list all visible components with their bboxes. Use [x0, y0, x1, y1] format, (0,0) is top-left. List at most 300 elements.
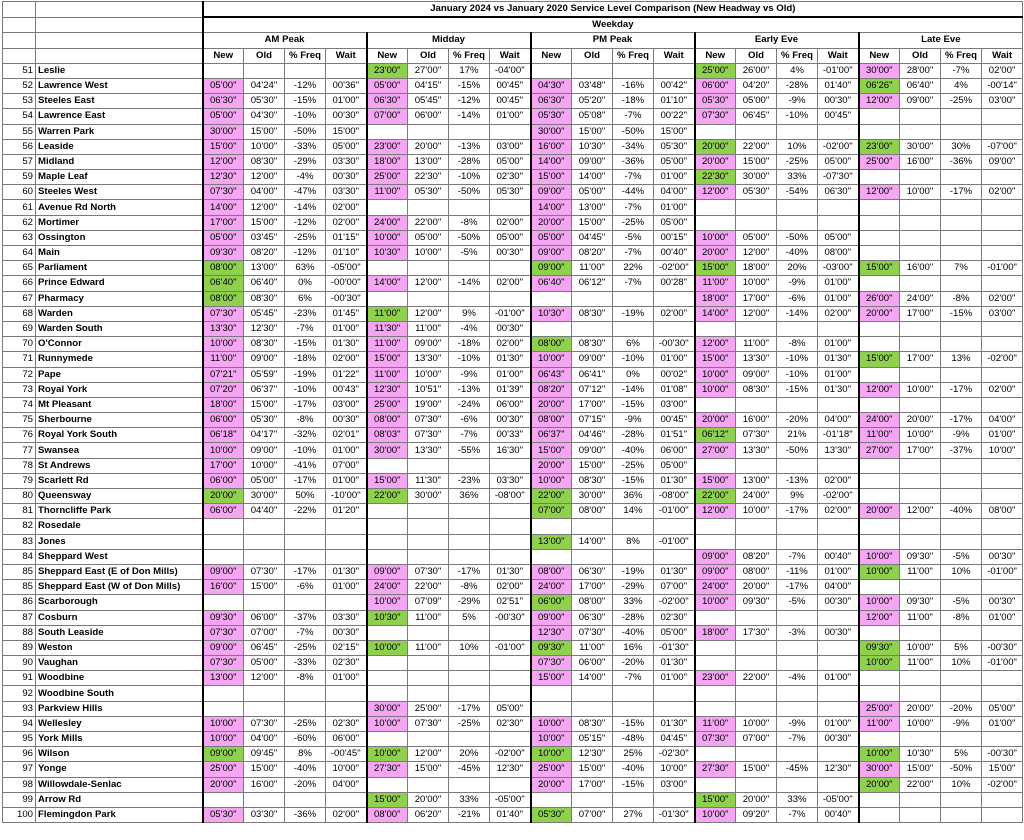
wait-change-cell: 00'30"	[982, 549, 1023, 564]
new-headway-cell: 17'00"	[203, 458, 244, 473]
old-headway-cell: 07'09"	[408, 595, 449, 610]
wait-change-cell	[982, 170, 1023, 185]
new-headway-cell: 10'00"	[695, 382, 736, 397]
column-header: Old	[736, 48, 777, 63]
old-headway-cell: 10'00"	[244, 458, 285, 473]
wait-change-cell: 05'00"	[654, 458, 695, 473]
route-number: 57	[3, 154, 36, 169]
new-headway-cell: 11'00"	[859, 428, 900, 443]
new-headway-cell: 08'00"	[531, 413, 572, 428]
old-headway-cell: 03'48"	[572, 78, 613, 93]
freq-change-cell: -10%	[613, 352, 654, 367]
freq-change-cell: 10%	[777, 139, 818, 154]
wait-change-cell	[982, 458, 1023, 473]
old-headway-cell: 17'00"	[572, 777, 613, 792]
new-headway-cell: 07'30"	[203, 656, 244, 671]
wait-change-cell: 00'36"	[326, 78, 367, 93]
new-headway-cell: 07'30"	[531, 656, 572, 671]
new-headway-cell: 06'30"	[367, 94, 408, 109]
freq-change-cell	[941, 473, 982, 488]
new-headway-cell	[859, 686, 900, 701]
freq-change-cell	[941, 732, 982, 747]
old-headway-cell: 14'00"	[572, 671, 613, 686]
freq-change-cell: 25%	[613, 747, 654, 762]
new-headway-cell: 20'00"	[203, 777, 244, 792]
old-headway-cell	[900, 792, 941, 807]
old-headway-cell	[900, 732, 941, 747]
new-headway-cell: 09'00"	[531, 610, 572, 625]
wait-change-cell	[490, 124, 531, 139]
old-headway-cell: 12'00"	[244, 170, 285, 185]
freq-change-cell: -7%	[777, 807, 818, 822]
new-headway-cell: 15'00"	[695, 352, 736, 367]
route-number: 92	[3, 686, 36, 701]
wait-change-cell: 01'00"	[818, 367, 859, 382]
freq-change-cell: -17%	[941, 185, 982, 200]
route-name: Lawrence East	[36, 109, 203, 124]
wait-change-cell: -04'00"	[490, 63, 531, 78]
old-headway-cell: 13'30"	[736, 352, 777, 367]
route-number: 52	[3, 78, 36, 93]
freq-change-cell: -20%	[941, 701, 982, 716]
new-headway-cell: 08'00"	[367, 807, 408, 822]
wait-change-cell: 15'00"	[982, 762, 1023, 777]
freq-change-cell: -10%	[449, 170, 490, 185]
new-headway-cell: 06'40"	[203, 276, 244, 291]
wait-change-cell: 13'30"	[818, 443, 859, 458]
wait-change-cell: -01'00"	[654, 504, 695, 519]
wait-change-cell: 01'30"	[326, 337, 367, 352]
new-headway-cell: 12'00"	[859, 382, 900, 397]
wait-change-cell: 10'00"	[654, 762, 695, 777]
wait-change-cell: 02'00"	[490, 337, 531, 352]
old-headway-cell: 14'00"	[572, 170, 613, 185]
freq-change-cell: 10%	[941, 564, 982, 579]
new-headway-cell: 24'00"	[695, 580, 736, 595]
route-name: Cosburn	[36, 610, 203, 625]
wait-change-cell: -00'30"	[982, 747, 1023, 762]
new-headway-cell: 10'30"	[367, 610, 408, 625]
freq-change-cell: -14%	[449, 109, 490, 124]
old-headway-cell	[900, 458, 941, 473]
new-headway-cell	[531, 686, 572, 701]
new-headway-cell: 07'00"	[531, 504, 572, 519]
wait-change-cell	[982, 124, 1023, 139]
route-number: 75	[3, 413, 36, 428]
old-headway-cell: 08'30"	[244, 337, 285, 352]
wait-change-cell	[818, 610, 859, 625]
old-headway-cell: 15'00"	[244, 397, 285, 412]
wait-change-cell: -01'00"	[654, 534, 695, 549]
route-number: 61	[3, 200, 36, 215]
route-name: Mortimer	[36, 215, 203, 230]
old-headway-cell: 09'00"	[572, 352, 613, 367]
wait-change-cell: 02'00"	[326, 200, 367, 215]
new-headway-cell	[859, 534, 900, 549]
old-headway-cell	[736, 321, 777, 336]
wait-change-cell: 03'30"	[326, 154, 367, 169]
new-headway-cell: 12'00"	[859, 610, 900, 625]
old-headway-cell	[900, 473, 941, 488]
old-headway-cell: 15'00"	[244, 124, 285, 139]
wait-change-cell: 01'00"	[326, 473, 367, 488]
freq-change-cell: -12%	[285, 246, 326, 261]
old-headway-cell: 04'17"	[244, 428, 285, 443]
freq-change-cell	[285, 519, 326, 534]
wait-change-cell	[982, 246, 1023, 261]
route-name: St Andrews	[36, 458, 203, 473]
wait-change-cell: 01'00"	[818, 337, 859, 352]
freq-change-cell: -17%	[777, 504, 818, 519]
new-headway-cell: 07'21"	[203, 367, 244, 382]
sheet-title: January 2024 vs January 2020 Service Level Comparison (New Headway vs Old)	[203, 2, 1023, 18]
table-row	[3, 640, 1023, 655]
old-headway-cell: 13'00"	[572, 200, 613, 215]
old-headway-cell	[408, 686, 449, 701]
route-number: 63	[3, 230, 36, 245]
freq-change-cell	[285, 549, 326, 564]
freq-change-cell	[777, 534, 818, 549]
period-header: Early Eve	[695, 33, 859, 48]
freq-change-cell: -40%	[777, 246, 818, 261]
new-headway-cell: 13'00"	[531, 534, 572, 549]
wait-change-cell: 03'30"	[326, 185, 367, 200]
freq-change-cell	[777, 777, 818, 792]
route-name: Parliament	[36, 261, 203, 276]
route-number: 66	[3, 276, 36, 291]
new-headway-cell	[367, 625, 408, 640]
old-headway-cell: 15'00"	[572, 215, 613, 230]
freq-change-cell: -12%	[285, 78, 326, 93]
freq-change-cell: -20%	[285, 777, 326, 792]
freq-change-cell: 5%	[941, 640, 982, 655]
wait-change-cell: 01'08"	[654, 382, 695, 397]
freq-change-cell: -50%	[285, 124, 326, 139]
new-headway-cell: 07'00"	[367, 109, 408, 124]
old-headway-cell: 12'00"	[736, 246, 777, 261]
wait-change-cell	[982, 792, 1023, 807]
weekday-header: Weekday	[203, 17, 1023, 33]
freq-change-cell: -25%	[285, 716, 326, 731]
new-headway-cell	[859, 807, 900, 822]
wait-change-cell: -02'00"	[654, 261, 695, 276]
wait-change-cell: 01'30"	[490, 564, 531, 579]
route-number: 98	[3, 777, 36, 792]
new-headway-cell: 10'00"	[531, 732, 572, 747]
wait-change-cell: -00'30"	[326, 291, 367, 306]
route-number: 80	[3, 489, 36, 504]
new-headway-cell	[367, 200, 408, 215]
wait-change-cell	[326, 519, 367, 534]
wait-change-cell: 02'30"	[326, 716, 367, 731]
table-row	[3, 246, 1023, 261]
freq-change-cell: -15%	[449, 78, 490, 93]
old-headway-cell	[900, 625, 941, 640]
wait-change-cell: 04'00"	[818, 413, 859, 428]
new-headway-cell: 08'00"	[531, 564, 572, 579]
freq-change-cell: -14%	[449, 276, 490, 291]
new-headway-cell	[695, 656, 736, 671]
route-name: Main	[36, 246, 203, 261]
freq-change-cell: -33%	[285, 139, 326, 154]
wait-change-cell: 05'30"	[490, 185, 531, 200]
route-name: South Leaside	[36, 625, 203, 640]
wait-change-cell: 01'30"	[654, 716, 695, 731]
wait-change-cell: 05'00"	[490, 154, 531, 169]
new-headway-cell	[859, 200, 900, 215]
wait-change-cell: 05'00"	[490, 701, 531, 716]
old-headway-cell: 15'00"	[244, 215, 285, 230]
new-headway-cell: 11'00"	[367, 337, 408, 352]
freq-change-cell: -28%	[613, 428, 654, 443]
route-number: 71	[3, 352, 36, 367]
old-headway-cell	[244, 519, 285, 534]
wait-change-cell: 01'00"	[982, 428, 1023, 443]
new-headway-cell: 20'00"	[531, 215, 572, 230]
wait-change-cell: 04'00"	[326, 777, 367, 792]
freq-change-cell: 50%	[285, 489, 326, 504]
new-headway-cell: 20'00"	[695, 139, 736, 154]
wait-change-cell: 00'40"	[654, 246, 695, 261]
freq-change-cell: -40%	[613, 443, 654, 458]
route-name: Warden	[36, 306, 203, 321]
route-name: Warden South	[36, 321, 203, 336]
wait-change-cell: 02'00"	[490, 580, 531, 595]
wait-change-cell	[982, 580, 1023, 595]
old-headway-cell	[244, 792, 285, 807]
new-headway-cell: 10'00"	[695, 807, 736, 822]
route-number: 78	[3, 458, 36, 473]
freq-change-cell: 63%	[285, 261, 326, 276]
new-headway-cell: 10'00"	[859, 747, 900, 762]
freq-change-cell: -15%	[613, 397, 654, 412]
freq-change-cell: -13%	[449, 382, 490, 397]
old-headway-cell: 30'00"	[900, 139, 941, 154]
old-headway-cell	[900, 397, 941, 412]
old-headway-cell	[408, 549, 449, 564]
table-row	[3, 428, 1023, 443]
wait-change-cell: 10'00"	[326, 762, 367, 777]
wait-change-cell	[326, 549, 367, 564]
new-headway-cell	[859, 246, 900, 261]
route-number: 88	[3, 625, 36, 640]
freq-change-cell: 6%	[285, 291, 326, 306]
new-headway-cell: 09'00"	[695, 549, 736, 564]
freq-change-cell: -25%	[941, 94, 982, 109]
old-headway-cell	[736, 686, 777, 701]
new-headway-cell	[367, 291, 408, 306]
new-headway-cell: 26'00"	[859, 291, 900, 306]
new-headway-cell: 25'00"	[203, 762, 244, 777]
old-headway-cell: 10'00"	[736, 276, 777, 291]
old-headway-cell: 07'30"	[572, 625, 613, 640]
table-row	[3, 701, 1023, 716]
column-header: % Freq	[777, 48, 818, 63]
wait-change-cell	[818, 701, 859, 716]
old-headway-cell	[900, 489, 941, 504]
freq-change-cell: -7%	[613, 671, 654, 686]
route-name: Ossington	[36, 230, 203, 245]
old-headway-cell: 05'00"	[244, 656, 285, 671]
route-name: Maple Leaf	[36, 170, 203, 185]
old-headway-cell: 09'30"	[736, 595, 777, 610]
new-headway-cell: 15'00"	[695, 473, 736, 488]
column-header: Wait	[326, 48, 367, 63]
route-number: 68	[3, 306, 36, 321]
table-row	[3, 625, 1023, 640]
old-headway-cell: 12'00"	[408, 747, 449, 762]
wait-change-cell: 00'42"	[654, 78, 695, 93]
wait-change-cell: -00'14"	[982, 78, 1023, 93]
new-headway-cell: 20'00"	[695, 246, 736, 261]
old-headway-cell	[572, 291, 613, 306]
new-headway-cell: 07'30"	[203, 185, 244, 200]
freq-change-cell: -9%	[941, 428, 982, 443]
wait-change-cell: 01'30"	[326, 564, 367, 579]
corner-cell	[3, 48, 36, 63]
freq-change-cell: -25%	[777, 154, 818, 169]
freq-change-cell: -50%	[449, 185, 490, 200]
old-headway-cell: 06'45"	[244, 640, 285, 655]
wait-change-cell: 06'30"	[818, 185, 859, 200]
wait-change-cell: 01'00"	[326, 443, 367, 458]
freq-change-cell: -7%	[941, 63, 982, 78]
old-headway-cell: 17'00"	[572, 397, 613, 412]
old-headway-cell: 20'00"	[736, 792, 777, 807]
wait-change-cell: 00'30"	[818, 732, 859, 747]
wait-change-cell: -02'00"	[982, 352, 1023, 367]
freq-change-cell: -40%	[613, 625, 654, 640]
new-headway-cell: 22'00"	[531, 489, 572, 504]
route-number: 77	[3, 443, 36, 458]
route-name: Scarborough	[36, 595, 203, 610]
wait-change-cell: 01'51"	[654, 428, 695, 443]
old-headway-cell: 12'30"	[572, 747, 613, 762]
wait-change-cell	[490, 732, 531, 747]
old-headway-cell: 13'30"	[408, 352, 449, 367]
old-headway-cell: 08'00"	[736, 564, 777, 579]
new-headway-cell: 11'00"	[695, 716, 736, 731]
freq-change-cell: -50%	[777, 443, 818, 458]
freq-change-cell: 36%	[613, 489, 654, 504]
wait-change-cell	[982, 625, 1023, 640]
old-headway-cell: 05'00"	[736, 230, 777, 245]
freq-change-cell: 33%	[777, 170, 818, 185]
wait-change-cell: -03'00"	[818, 261, 859, 276]
wait-change-cell: -01'30"	[654, 640, 695, 655]
old-headway-cell: 07'30"	[244, 716, 285, 731]
new-headway-cell: 08'00"	[367, 413, 408, 428]
freq-change-cell: -50%	[449, 230, 490, 245]
freq-change-cell: -7%	[777, 732, 818, 747]
old-headway-cell: 04'00"	[244, 732, 285, 747]
freq-change-cell: -15%	[613, 777, 654, 792]
old-headway-cell: 25'00"	[408, 701, 449, 716]
wait-change-cell: 01'00"	[654, 170, 695, 185]
freq-change-cell: -17%	[449, 701, 490, 716]
route-number: 56	[3, 139, 36, 154]
old-headway-cell: 05'30"	[408, 185, 449, 200]
new-headway-cell	[695, 458, 736, 473]
freq-change-cell: -5%	[941, 549, 982, 564]
old-headway-cell: 06'00"	[572, 656, 613, 671]
wait-change-cell: 02'00"	[818, 504, 859, 519]
new-headway-cell: 10'00"	[367, 230, 408, 245]
freq-change-cell: 4%	[777, 63, 818, 78]
wait-change-cell: 01'40"	[818, 78, 859, 93]
column-header: Wait	[982, 48, 1023, 63]
new-headway-cell: 05'00"	[203, 230, 244, 245]
freq-change-cell: -15%	[941, 306, 982, 321]
table-row	[3, 595, 1023, 610]
table-row	[3, 580, 1023, 595]
new-headway-cell: 09'30"	[859, 640, 900, 655]
freq-change-cell	[777, 321, 818, 336]
freq-change-cell	[777, 200, 818, 215]
old-headway-cell: 07'00"	[736, 732, 777, 747]
table-row	[3, 109, 1023, 124]
old-headway-cell: 10'00"	[900, 382, 941, 397]
old-headway-cell: 10'00"	[736, 504, 777, 519]
old-headway-cell: 09'00"	[736, 367, 777, 382]
wait-change-cell: 06'00"	[490, 397, 531, 412]
column-header: Old	[900, 48, 941, 63]
wait-change-cell: 01'10"	[326, 246, 367, 261]
new-headway-cell	[695, 640, 736, 655]
new-headway-cell	[695, 610, 736, 625]
new-headway-cell: 13'30"	[203, 321, 244, 336]
new-headway-cell: 23'00"	[695, 671, 736, 686]
column-header: New	[367, 48, 408, 63]
wait-change-cell	[326, 63, 367, 78]
new-headway-cell: 08'20"	[531, 382, 572, 397]
freq-change-cell	[449, 549, 490, 564]
wait-change-cell: 00'43"	[326, 382, 367, 397]
old-headway-cell	[408, 625, 449, 640]
new-headway-cell: 18'00"	[695, 625, 736, 640]
old-headway-cell: 06'20"	[408, 807, 449, 822]
wait-change-cell	[490, 458, 531, 473]
wait-change-cell	[818, 656, 859, 671]
freq-change-cell: -22%	[285, 504, 326, 519]
freq-change-cell: -36%	[613, 154, 654, 169]
wait-change-cell: 01'00"	[818, 671, 859, 686]
wait-change-cell	[654, 686, 695, 701]
new-headway-cell: 25'00"	[859, 701, 900, 716]
old-headway-cell: 05'00"	[408, 230, 449, 245]
wait-change-cell: -01'00"	[982, 564, 1023, 579]
freq-change-cell: -15%	[285, 94, 326, 109]
freq-change-cell: -28%	[613, 610, 654, 625]
wait-change-cell	[818, 640, 859, 655]
freq-change-cell: -45%	[777, 762, 818, 777]
new-headway-cell: 05'30"	[695, 94, 736, 109]
freq-change-cell: -17%	[777, 580, 818, 595]
wait-change-cell: 02'00"	[326, 807, 367, 822]
old-headway-cell: 11'00"	[900, 610, 941, 625]
freq-change-cell: -17%	[285, 564, 326, 579]
freq-change-cell: -24%	[449, 397, 490, 412]
new-headway-cell	[695, 686, 736, 701]
freq-change-cell: -25%	[285, 230, 326, 245]
old-headway-cell: 17'30"	[736, 625, 777, 640]
new-headway-cell: 20'00"	[695, 154, 736, 169]
wait-change-cell	[490, 519, 531, 534]
freq-change-cell	[941, 458, 982, 473]
new-headway-cell: 23'00"	[859, 139, 900, 154]
column-header: New	[859, 48, 900, 63]
wait-change-cell: 02'00"	[982, 291, 1023, 306]
